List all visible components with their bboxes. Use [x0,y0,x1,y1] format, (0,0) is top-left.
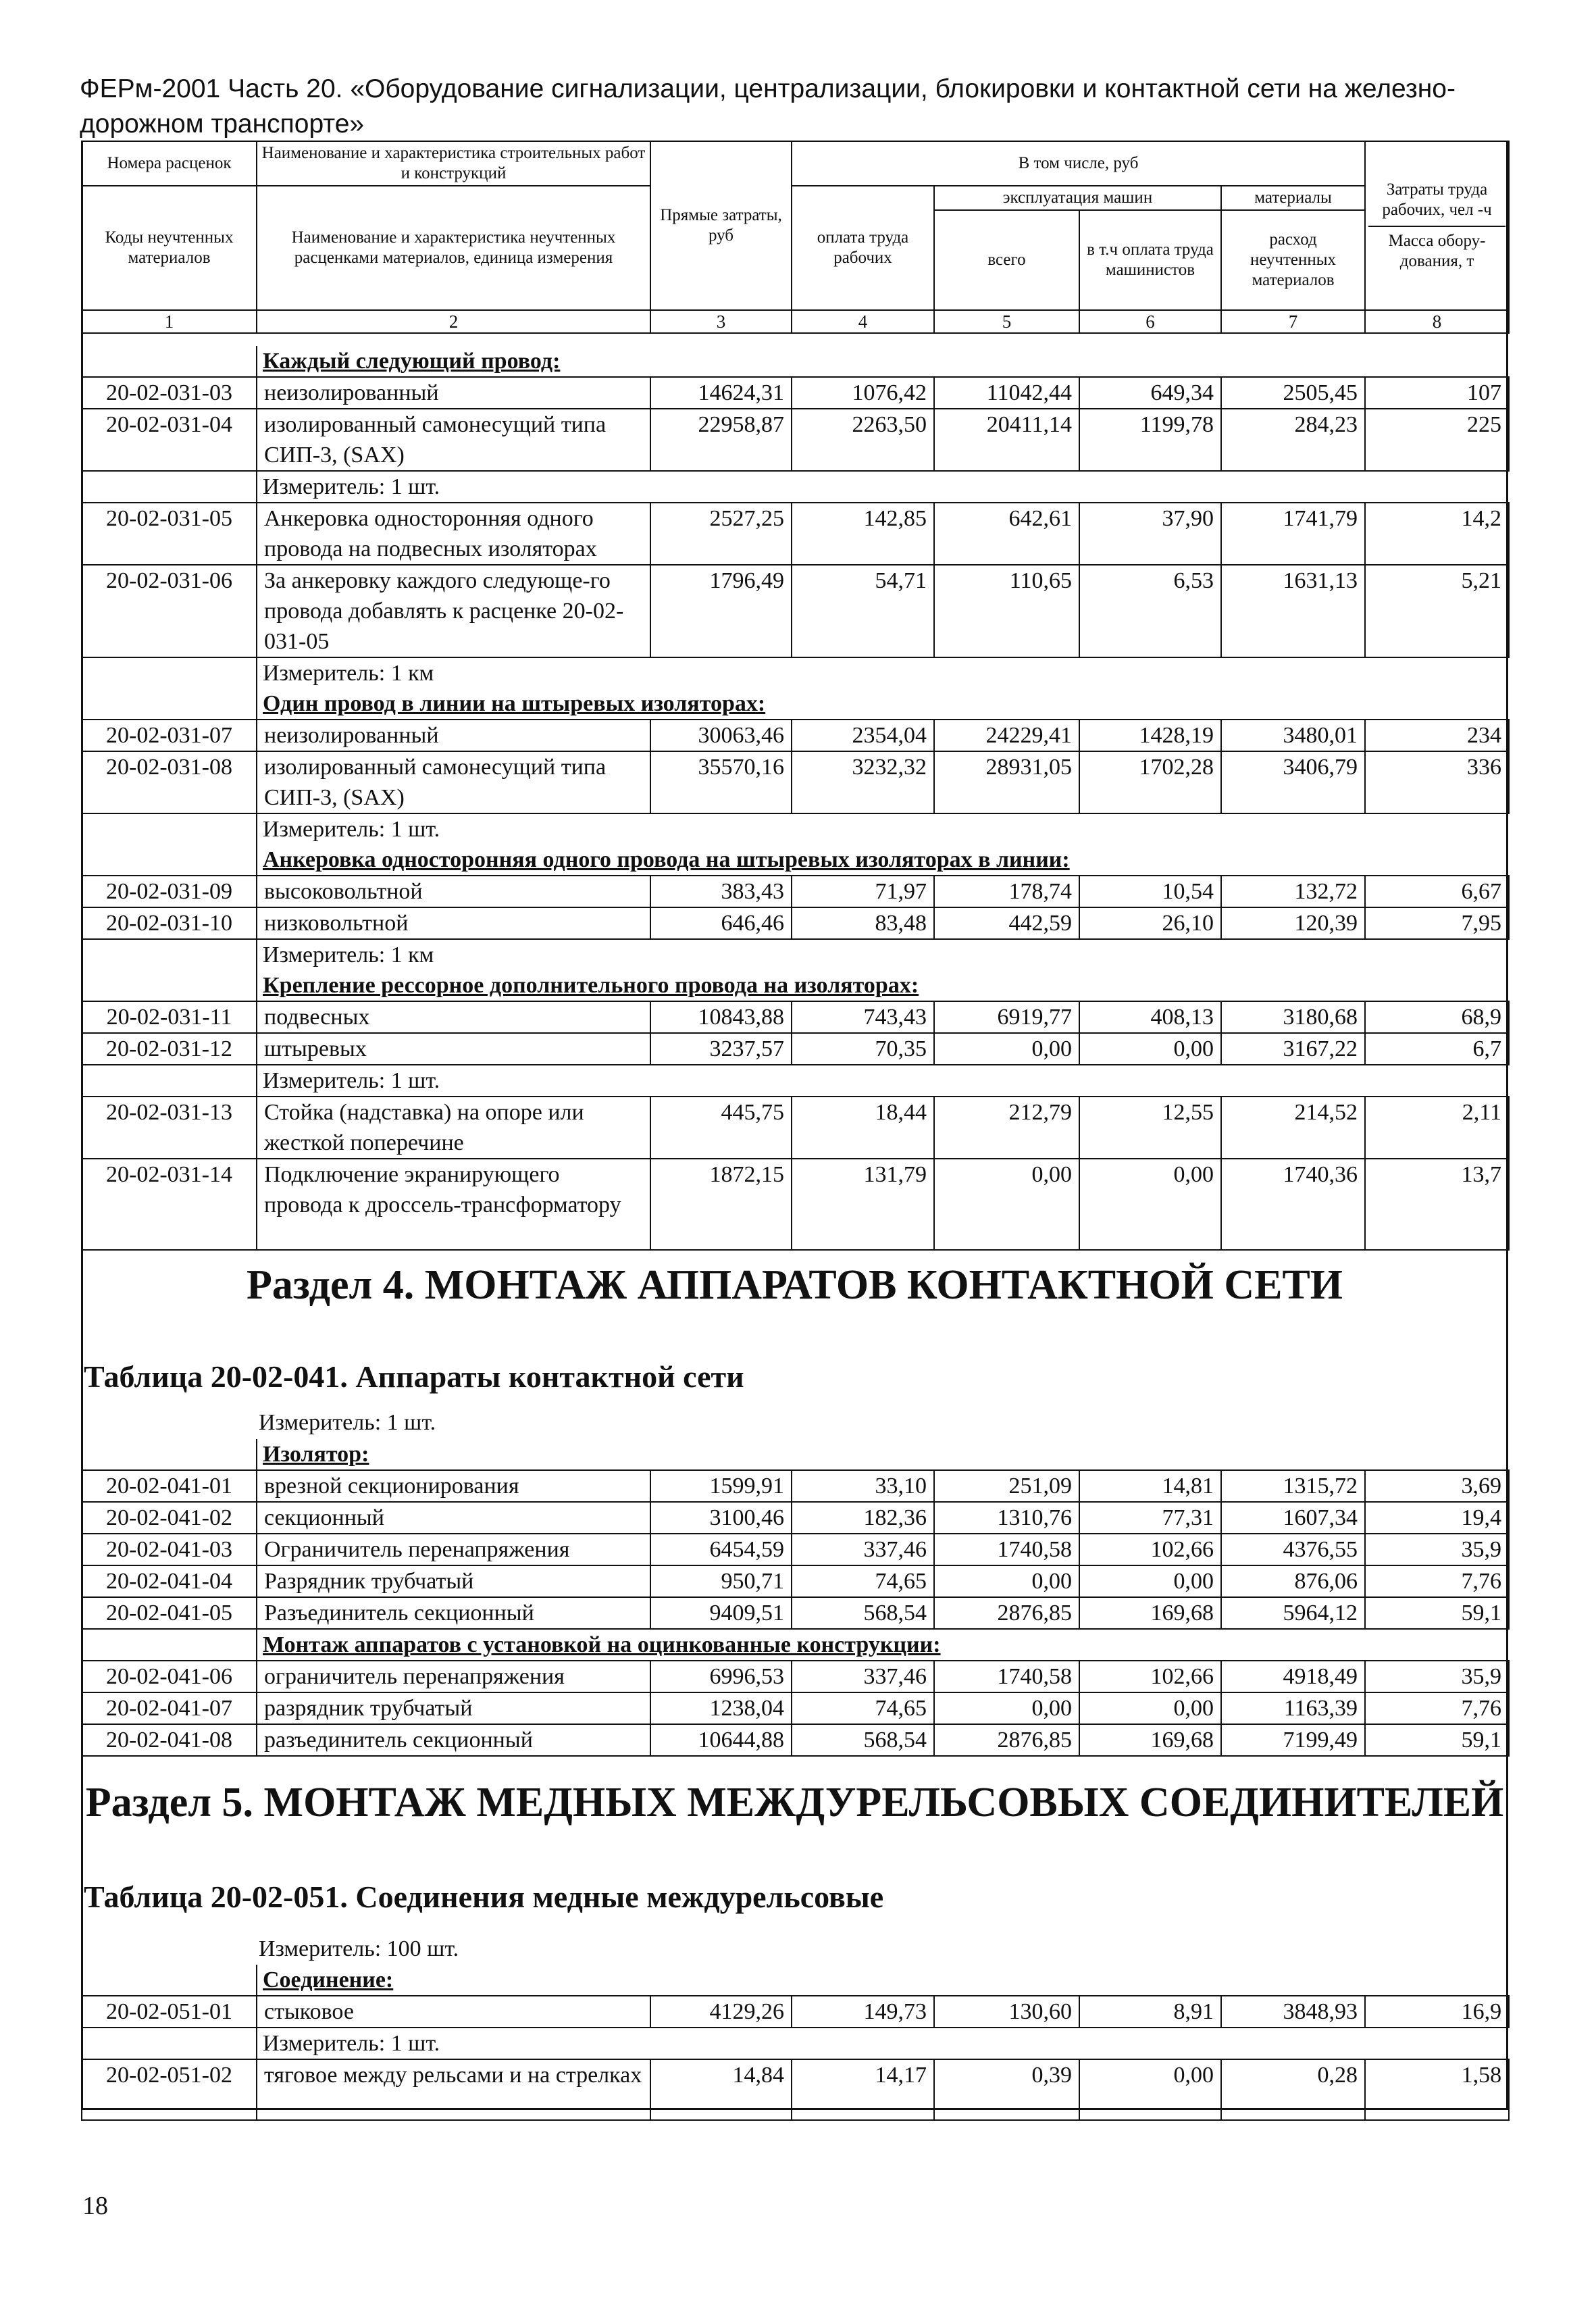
labor-pay: 568,54 [792,1724,934,1756]
labor-pay: 1076,42 [792,377,934,409]
labor-pay: 74,65 [792,1692,934,1724]
rate-code: 20-02-031-12 [82,1033,257,1065]
materials-cost: 214,52 [1221,1097,1365,1159]
machinists-pay: 0,00 [1079,1159,1221,1250]
direct-cost: 3100,46 [650,1502,792,1534]
table-row [82,377,1509,409]
work-name: стыковое [257,1996,650,2028]
direct-cost: 22958,87 [650,409,792,471]
machines-total: 0,00 [934,1033,1079,1065]
table-row [82,1001,1509,1033]
direct-cost: 4129,26 [650,1996,792,2028]
col1-top: Номера расценок [82,141,257,186]
rate-code: 20-02-031-06 [82,565,257,657]
rate-code: 20-02-031-09 [82,876,257,907]
rate-code: 20-02-031-11 [82,1001,257,1033]
direct-cost: 14,84 [650,2059,792,2120]
labor-hours: 6,67 [1365,876,1509,907]
materials-cost: 0,28 [1221,2059,1365,2120]
materials-cost: 4376,55 [1221,1534,1365,1565]
measure-unit: Измеритель: 1 км [257,657,1509,688]
machinists-pay: 0,00 [1079,2059,1221,2120]
table-row [82,2059,1509,2120]
table-row [82,565,1509,657]
table-row [82,1033,1509,1065]
work-name: Подключение экранирующего провода к дроссель-трансформатору [257,1159,650,1250]
materials-cost: 120,39 [1221,907,1365,939]
machines-total: 2876,85 [934,1597,1079,1629]
table-row [82,1996,1509,2028]
col8-header [1365,141,1509,310]
machines-total: 0,00 [934,1565,1079,1597]
table-row [82,1534,1509,1565]
materials-cost: 1740,36 [1221,1159,1365,1250]
machines-total: 212,79 [934,1097,1079,1159]
labor-pay: 149,73 [792,1996,934,2028]
rate-code: 20-02-031-04 [82,409,257,471]
labor-hours: 35,9 [1365,1661,1509,1692]
materials-cost: 1163,39 [1221,1692,1365,1724]
table-row [82,1692,1509,1724]
group-heading: Крепление рессорное дополнительного провода на изоляторах: [263,973,919,998]
materials-cost: 3167,22 [1221,1033,1365,1065]
machinists-pay: 12,55 [1079,1097,1221,1159]
rate-code: 20-02-041-03 [82,1534,257,1565]
machinists-pay: 10,54 [1079,876,1221,907]
direct-cost: 383,43 [650,876,792,907]
machines-total: 20411,14 [934,409,1079,471]
direct-cost: 3237,57 [650,1033,792,1065]
work-name: низковольтной [257,907,650,939]
direct-cost: 6996,53 [650,1661,792,1692]
labor-pay: 83,48 [792,907,934,939]
measure-unit: Измеритель: 1 шт. [257,471,1509,503]
labor-hours: 13,7 [1365,1159,1509,1250]
section-4-title: Раздел 4. МОНТАЖ АППАРАТОВ КОНТАКТНОЙ СЕТИ [246,1262,1343,1308]
work-name: высоковольтной [257,876,650,907]
machines-total: 0,39 [934,2059,1079,2120]
machines-total: 24229,41 [934,720,1079,751]
rate-code: 20-02-031-05 [82,503,257,565]
rate-code: 20-02-051-02 [82,2059,257,2120]
direct-cost: 1238,04 [650,1692,792,1724]
direct-cost: 9409,51 [650,1597,792,1629]
table-row [82,409,1509,471]
labor-hours: 7,76 [1365,1565,1509,1597]
direct-cost: 1599,91 [650,1470,792,1502]
labor-hours: 336 [1365,751,1509,813]
labor-hours: 7,95 [1365,907,1509,939]
machines-total: 28931,05 [934,751,1079,813]
rates-table-031 [81,346,1510,1251]
work-name: разрядник трубчатый [257,1692,650,1724]
rate-code: 20-02-041-01 [82,1470,257,1502]
machinists-pay: 1428,19 [1079,720,1221,751]
table-041-title: Таблица 20-02-041. Аппараты контактной сети [84,1359,744,1394]
section-5-title: Раздел 5. МОНТАЖ МЕДНЫХ МЕЖДУРЕЛЬСОВЫХ СОЕДИНИТЕЛЕЙ [85,1780,1504,1826]
labor-hours: 3,69 [1365,1470,1509,1502]
labor-hours: 5,21 [1365,565,1509,657]
machinists-pay: 408,13 [1079,1001,1221,1033]
labor-pay: 71,97 [792,876,934,907]
machines-total: 110,65 [934,565,1079,657]
materials-cost: 2505,45 [1221,377,1365,409]
materials-cost: 3848,93 [1221,1996,1365,2028]
labor-pay: 337,46 [792,1661,934,1692]
col-number: 8 [1365,310,1509,333]
work-name: Стойка (надставка) на опоре или жесткой поперечине [257,1097,650,1159]
group-heading: Соединение: [263,1967,394,1992]
labor-hours: 6,7 [1365,1033,1509,1065]
materials-header: материалы [1221,186,1365,210]
materials-cost: 4918,49 [1221,1661,1365,1692]
header-line-1: ФЕРм-2001 Часть 20. «Оборудование сигнализации, централизации, блокировки и контактной сети на железно- [80,74,1456,103]
col8-bottom: Масса обору-дования, т [1368,226,1505,272]
table-row [82,1661,1509,1692]
machines-total: 6919,77 [934,1001,1079,1033]
direct-cost: 14624,31 [650,377,792,409]
labor-hours: 14,2 [1365,503,1509,565]
machinists-pay: 14,81 [1079,1470,1221,1502]
direct-cost: 646,46 [650,907,792,939]
machines-total: 178,74 [934,876,1079,907]
rate-code: 20-02-031-03 [82,377,257,409]
group-heading: Изолятор: [263,1442,369,1467]
materials-cost: 1631,13 [1221,565,1365,657]
measure-unit: Измеритель: 1 шт. [257,1065,1509,1097]
machinists-pay: 102,66 [1079,1661,1221,1692]
labor-hours: 59,1 [1365,1597,1509,1629]
rate-code: 20-02-041-08 [82,1724,257,1756]
direct-cost: 445,75 [650,1097,792,1159]
machines-total: 0,00 [934,1159,1079,1250]
table-051-title: Таблица 20-02-051. Соединения медные междурельсовые [84,1880,884,1914]
group-heading: Каждый следующий провод: [263,349,561,374]
labor-hours: 16,9 [1365,1996,1509,2028]
header-line-2: дорожном транспорте» [80,109,365,139]
col4-header: оплата труда рабочих [792,186,934,310]
labor-pay: 74,65 [792,1565,934,1597]
table-row [82,503,1509,565]
machinists-pay: 169,68 [1079,1597,1221,1629]
group-heading: Анкеровка односторонняя одного провода на штыревых изоляторах в линии: [263,847,1070,872]
table-row [82,1470,1509,1502]
labor-hours: 68,9 [1365,1001,1509,1033]
table-row [82,876,1509,907]
labor-hours: 2,11 [1365,1097,1509,1159]
machines-total: 2876,85 [934,1724,1079,1756]
machines-total: 642,61 [934,503,1079,565]
labor-pay: 142,85 [792,503,934,565]
machinists-pay: 649,34 [1079,377,1221,409]
work-name: подвесных [257,1001,650,1033]
col8-top: Затраты труда рабочих, чел -ч [1382,180,1492,219]
work-name: тяговое между рельсами и на стрелках [257,2059,650,2120]
machinists-pay: 0,00 [1079,1033,1221,1065]
work-name: ограничитель перенапряжения [257,1661,650,1692]
labor-hours: 19,4 [1365,1502,1509,1534]
direct-cost: 1796,49 [650,565,792,657]
labor-hours: 225 [1365,409,1509,471]
machines-total: 11042,44 [934,377,1079,409]
col-number: 5 [934,310,1079,333]
work-name: изолированный самонесущий типа СИП-3, (SAX) [257,409,650,471]
rate-code: 20-02-041-05 [82,1597,257,1629]
work-name: разъединитель секционный [257,1724,650,1756]
work-name: Анкеровка односторонняя одного провода на подвесных изоляторах [257,503,650,565]
rate-code: 20-02-031-07 [82,720,257,751]
machines-total: 0,00 [934,1692,1079,1724]
machines-total: 130,60 [934,1996,1079,2028]
materials-cost: 3406,79 [1221,751,1365,813]
col-number: 2 [257,310,650,333]
machinists-pay: 0,00 [1079,1692,1221,1724]
materials-cost: 3480,01 [1221,720,1365,751]
machinists-pay: 77,31 [1079,1502,1221,1534]
measure-unit: Измеритель: 1 шт. [259,1410,436,1435]
rates-table-041 [81,1439,1510,1757]
machines-total: 1310,76 [934,1502,1079,1534]
direct-cost: 10843,88 [650,1001,792,1033]
col5-header: всего [934,210,1079,310]
direct-cost: 10644,88 [650,1724,792,1756]
machinists-pay: 1199,78 [1079,409,1221,471]
work-name: Ограничитель перенапряжения [257,1534,650,1565]
labor-pay: 131,79 [792,1159,934,1250]
materials-cost: 7199,49 [1221,1724,1365,1756]
work-name: врезной секционирования [257,1470,650,1502]
table-row [82,1724,1509,1756]
labor-pay: 2263,50 [792,409,934,471]
rate-code: 20-02-041-02 [82,1502,257,1534]
labor-hours: 1,58 [1365,2059,1509,2120]
rate-code: 20-02-051-01 [82,1996,257,2028]
direct-cost: 35570,16 [650,751,792,813]
materials-cost: 1607,34 [1221,1502,1365,1534]
col1-bottom: Коды неучтенных материалов [82,186,257,310]
labor-hours: 234 [1365,720,1509,751]
rate-code: 20-02-031-14 [82,1159,257,1250]
machinists-pay: 169,68 [1079,1724,1221,1756]
machinists-pay: 0,00 [1079,1565,1221,1597]
table-row [82,1502,1509,1534]
labor-pay: 743,43 [792,1001,934,1033]
group-heading: Монтаж аппаратов с установкой на оцинкованные конструкции: [263,1632,941,1657]
col-number: 7 [1221,310,1365,333]
group-heading: Один провод в линии на штыревых изоляторах: [263,691,766,716]
machines-total: 1740,58 [934,1661,1079,1692]
col-number: 1 [82,310,257,333]
col2-bottom: Наименование и характеристика неучтенных расценками материалов, единица измерения [257,186,650,310]
direct-cost: 30063,46 [650,720,792,751]
labor-pay: 14,17 [792,2059,934,2120]
machines-total: 251,09 [934,1470,1079,1502]
table-row [82,751,1509,813]
labor-pay: 3232,32 [792,751,934,813]
table-row [82,720,1509,751]
col6-header: в т.ч оплата труда машинистов [1079,210,1221,310]
rate-code: 20-02-031-08 [82,751,257,813]
materials-cost: 876,06 [1221,1565,1365,1597]
materials-cost: 1315,72 [1221,1470,1365,1502]
work-name: неизолированный [257,720,650,751]
work-name: неизолированный [257,377,650,409]
column-header [81,141,1510,334]
machinists-pay: 26,10 [1079,907,1221,939]
rate-code: 20-02-041-04 [82,1565,257,1597]
col-number: 3 [650,310,792,333]
machines-total: 1740,58 [934,1534,1079,1565]
direct-cost: 6454,59 [650,1534,792,1565]
machinists-pay: 6,53 [1079,565,1221,657]
work-name: изолированный самонесущий типа СИП-3, (SAX) [257,751,650,813]
labor-pay: 337,46 [792,1534,934,1565]
direct-cost: 2527,25 [650,503,792,565]
work-name: Разъединитель секционный [257,1597,650,1629]
rate-code: 20-02-031-10 [82,907,257,939]
rate-code: 20-02-041-06 [82,1661,257,1692]
materials-cost: 5964,12 [1221,1597,1365,1629]
work-name: Разрядник трубчатый [257,1565,650,1597]
direct-cost: 1872,15 [650,1159,792,1250]
materials-cost: 1741,79 [1221,503,1365,565]
page-number: 18 [82,2192,108,2220]
col-number: 6 [1079,310,1221,333]
labor-pay: 54,71 [792,565,934,657]
materials-cost: 3180,68 [1221,1001,1365,1033]
table-row [82,1565,1509,1597]
machines-total: 442,59 [934,907,1079,939]
page-header [80,72,1512,142]
table-row [82,1597,1509,1629]
col-number: 4 [792,310,934,333]
measure-unit: Измеритель: 1 шт. [257,813,1509,845]
table-row [82,907,1509,939]
labor-hours: 107 [1365,377,1509,409]
col7-header: расход неучтенных материалов [1221,210,1365,310]
labor-pay: 2354,04 [792,720,934,751]
materials-cost: 284,23 [1221,409,1365,471]
machinists-pay: 37,90 [1079,503,1221,565]
work-name: секционный [257,1502,650,1534]
measure-unit: Измеритель: 1 км [257,939,1509,970]
machinists-pay: 8,91 [1079,1996,1221,2028]
incl-header: В том числе, руб [792,141,1365,186]
table-row [82,1159,1509,1250]
col2-top: Наименование и характеристика строительных работ и конструкций [257,141,650,186]
work-name: штыревых [257,1033,650,1065]
table-row [82,1097,1509,1159]
rate-code: 20-02-041-07 [82,1692,257,1724]
labor-hours: 35,9 [1365,1534,1509,1565]
machines-header: эксплуатация машин [934,186,1221,210]
labor-hours: 7,76 [1365,1692,1509,1724]
labor-pay: 33,10 [792,1470,934,1502]
measure-unit: Измеритель: 1 шт. [257,2028,1509,2059]
machinists-pay: 1702,28 [1079,751,1221,813]
labor-hours: 59,1 [1365,1724,1509,1756]
machinists-pay: 102,66 [1079,1534,1221,1565]
labor-pay: 18,44 [792,1097,934,1159]
labor-pay: 568,54 [792,1597,934,1629]
measure-unit: Измеритель: 100 шт. [259,1936,459,1961]
col3-header: Прямые затраты, руб [650,141,792,310]
work-name: За анкеровку каждого следующе-го провода добавлять к расценке 20-02-031-05 [257,565,650,657]
materials-cost: 132,72 [1221,876,1365,907]
labor-pay: 70,35 [792,1033,934,1065]
direct-cost: 950,71 [650,1565,792,1597]
labor-pay: 182,36 [792,1502,934,1534]
rates-table-051 [81,1965,1510,2121]
rate-code: 20-02-031-13 [82,1097,257,1159]
